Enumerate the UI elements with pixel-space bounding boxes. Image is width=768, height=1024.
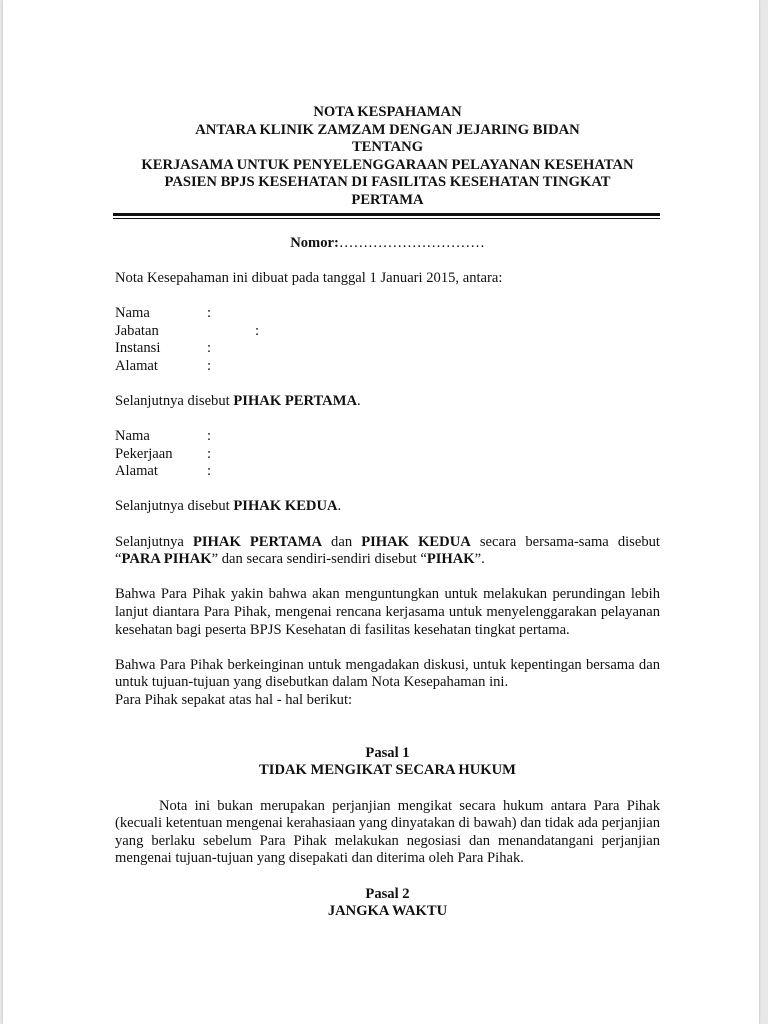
field-colon: : [207,304,212,321]
field-colon: : [207,463,212,480]
title-rule-thin [113,218,660,219]
pihak-pertama-caption [115,393,660,411]
pasal-2-title: JANGKA WAKTU [327,903,448,920]
caption-text: Selanjutnya disebut [115,392,234,409]
field-colon: : [207,340,212,357]
paragraph-3: Para Pihak sepakat atas hal - hal berikut: [115,692,353,708]
document-title [115,104,660,210]
pihak-pertama-fields [115,305,660,375]
document-page [3,0,759,1024]
title-line-5: PASIEN BPJS KESEHATAN DI FASILITAS KESEHATAN TINGKAT [164,174,611,191]
text-run: ”. [474,551,485,568]
title-rule-thick [113,213,660,216]
pihak-kedua-caption [115,498,660,516]
title-line-1: NOTA KESPAHAMAN [313,104,462,120]
field-label: Jabatan [115,322,159,339]
field-row [115,446,660,464]
bold-run: PIHAK [426,551,475,568]
pasal-1-title: TIDAK MENGIKAT SECARA HUKUM [259,762,516,779]
bold-run: PIHAK PERTAMA [192,533,323,550]
title-line-6: PERTAMA [351,191,424,208]
bold-run: PARA PIHAK [121,551,212,568]
field-row [115,358,660,376]
title-line-3: TENTANG [351,139,424,156]
field-row [115,305,660,323]
field-colon: : [207,428,212,445]
field-label: Alamat [115,463,158,480]
nomor-label: Nomor: [290,234,339,251]
field-colon: : [207,445,212,462]
field-label: Alamat [115,357,158,374]
pasal-1-body: Nota ini bukan merupakan perjanjian mengikat secara hukum antara Para Pihak (kecuali ketentuan mengenai kerahasiaan yang dinyatakan di bawah) dan tidak ada perjanjian yang berlaku sebelum Para Pihak melakukan negosiasi dan menandatangani perjanjian mengenai tujuan-tujuan yang disepakati dan diterima oleh Para Pihak. [115,797,660,867]
field-label: Pekerjaan [115,445,173,462]
field-label: Nama [115,304,150,321]
document-content [115,104,660,921]
bold-run: PIHAK KEDUA [361,533,471,550]
caption-suffix: . [357,392,361,409]
field-row [115,323,660,341]
field-colon: : [207,357,212,374]
nomor-dots: ………………………… [338,234,485,251]
caption-bold: PIHAK KEDUA [233,498,338,515]
paragraph-2: Bahwa Para Pihak berkeinginan untuk mengadakan diskusi, untuk kepentingan bersama dan untuk tujuan-tujuan yang disebutkan dalam Nota Kesepahaman ini. [115,656,660,691]
text-run: ” dan secara sendiri-sendiri disebut “ [211,551,427,568]
title-line-4: KERJASAMA UNTUK PENYELENGGARAAN PELAYANAN KESEHATAN [141,156,634,173]
para-pihak-definition [115,534,660,569]
text-run: secara bersama-sama disebut “ [115,533,660,568]
text-run: dan [322,533,362,550]
text-run: Selanjutnya [115,533,193,550]
paragraph-1: Bahwa Para Pihak yakin bahwa akan menguntungkan untuk melakukan perundingan lebih lanjut diantara Para Pihak, mengenai rencana kerjasama untuk menyelenggarakan pelayanan kesehatan bagi peserta BPJS Kesehatan di fasilitas kesehatan tingkat pertama. [115,586,660,638]
field-label: Nama [115,428,150,445]
nomor-line [115,235,660,253]
caption-suffix: . [337,498,342,515]
field-label: Instansi [115,340,161,357]
caption-bold: PIHAK PERTAMA [233,392,358,409]
pasal-1-number: Pasal 1 [365,744,410,761]
pasal-2-number: Pasal 2 [365,885,410,902]
field-row [115,340,660,358]
title-line-2: ANTARA KLINIK ZAMZAM DENGAN JEJARING BIDAN [195,121,580,138]
field-row [115,463,660,481]
intro-text: Nota Kesepahaman ini dibuat pada tanggal 1 Januari 2015, antara: [115,269,503,286]
caption-text: Selanjutnya disebut [115,498,234,515]
pihak-kedua-fields [115,428,660,481]
field-row [115,428,660,446]
field-colon: : [255,322,260,339]
